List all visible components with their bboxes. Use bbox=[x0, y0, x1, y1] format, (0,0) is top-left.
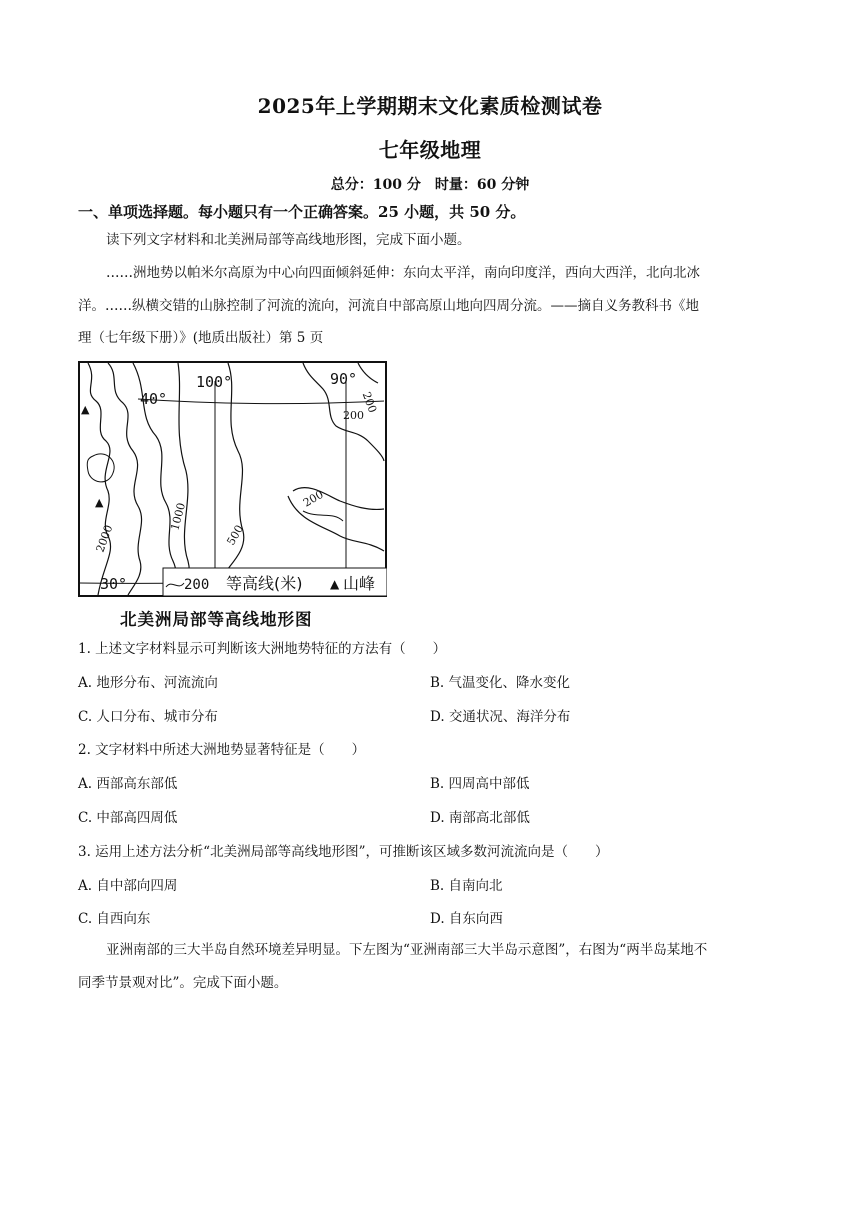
passage-intro: 读下列文字材料和北美洲局部等高线地形图，完成下面小题。 bbox=[106, 232, 471, 248]
section-heading: 一、单项选择题。每小题只有一个正确答案。25 小题，共 50 分。 bbox=[78, 203, 526, 221]
passage2-line: 亚洲南部的三大半岛自然环境差异明显。下左图为“亚洲南部三大半岛示意图”，右图为“两半岛某地不 bbox=[106, 942, 708, 958]
exam-subtitle: 七年级地理 bbox=[378, 138, 482, 162]
question-stem: 1. 上述文字材料显示可判断该大洲地势特征的方法有（ ） bbox=[78, 641, 447, 657]
option-a[interactable]: A. 西部高东部低 bbox=[78, 776, 178, 792]
contour-label: 1000 bbox=[168, 501, 189, 532]
map-caption: 北美洲局部等高线地形图 bbox=[120, 610, 313, 629]
option-b[interactable]: B. 四周高中部低 bbox=[430, 776, 530, 792]
option-d[interactable]: D. 自东向西 bbox=[430, 911, 503, 927]
legend-contour-value: 200 bbox=[184, 577, 210, 593]
contour-label: 200 bbox=[359, 390, 380, 415]
option-b[interactable]: B. 自南向北 bbox=[430, 878, 503, 894]
question-stem: 3. 运用上述方法分析“北美洲局部等高线地形图”，可推断该区域多数河流流向是（ ） bbox=[78, 844, 609, 860]
lat-label-30: 30° bbox=[100, 575, 128, 593]
question-stem: 2. 文字材料中所述大洲地势显著特征是（ ） bbox=[78, 742, 366, 758]
option-a[interactable]: A. 地形分布、河流流向 bbox=[78, 675, 218, 691]
option-c[interactable]: C. 自西向东 bbox=[78, 911, 151, 927]
map-frame bbox=[79, 362, 386, 596]
contour-label: 500 bbox=[224, 522, 247, 548]
lon-label-100: 100° bbox=[196, 373, 233, 391]
option-d[interactable]: D. 南部高北部低 bbox=[430, 810, 530, 826]
peak-icon: ▲ bbox=[95, 496, 104, 509]
contour-map-svg bbox=[78, 361, 387, 597]
contour-label: 200 bbox=[301, 487, 326, 510]
legend-peak-text: 山峰 bbox=[343, 574, 376, 593]
exam-title: 2025年上学期期末文化素质检测试卷 bbox=[257, 94, 603, 118]
option-b[interactable]: B. 气温变化、降水变化 bbox=[430, 675, 571, 691]
peak-icon: ▲ bbox=[81, 403, 90, 416]
option-c[interactable]: C. 中部高四周低 bbox=[78, 810, 178, 826]
option-c[interactable]: C. 人口分布、城市分布 bbox=[78, 709, 218, 725]
option-d[interactable]: D. 交通状况、海洋分布 bbox=[430, 709, 571, 725]
contour-map bbox=[78, 361, 387, 597]
lat-label-40: 40° bbox=[140, 390, 168, 408]
passage2-line: 同季节景观对比”。完成下面小题。 bbox=[78, 975, 288, 991]
exam-meta: 总分：100 分 时量：60 分钟 bbox=[330, 177, 530, 193]
passage-text-line: ……洲地势以帕米尔高原为中心向四面倾斜延伸：东向太平洋，南向印度洋，西向大西洋，北向北冰 bbox=[106, 265, 700, 281]
lon-label-90: 90° bbox=[330, 370, 358, 388]
passage-text-line: 理（七年级下册）》(地质出版社）第 5 页 bbox=[78, 330, 324, 346]
passage-text-line: 洋。……纵横交错的山脉控制了河流的流向，河流自中部高原山地向四周分流。——摘自义务教科书《地 bbox=[78, 298, 699, 314]
contour-label: 2000 bbox=[93, 523, 116, 555]
contour-label: 200 bbox=[343, 409, 364, 422]
legend-contour-text: 等高线(米) bbox=[226, 574, 303, 593]
legend-peak-icon: ▲ bbox=[330, 577, 340, 591]
option-a[interactable]: A. 自中部向四周 bbox=[78, 878, 178, 894]
